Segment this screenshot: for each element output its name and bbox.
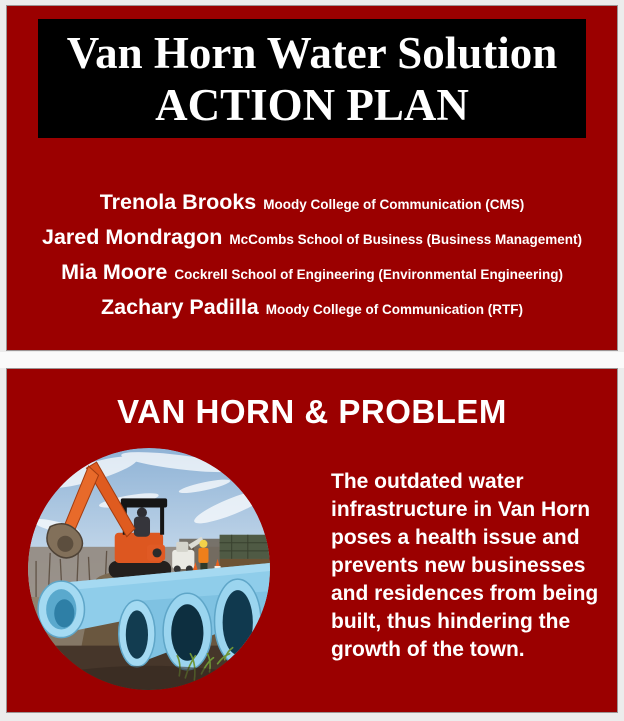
problem-description-line: growth of the town.: [331, 638, 525, 661]
team-member-affiliation: Moody College of Communication (RTF): [265, 302, 523, 317]
slide-title: VAN HORN & PROBLEM: [117, 393, 507, 430]
team-member-row: [7, 190, 617, 225]
problem-description-line: built, thus hindering the: [331, 610, 571, 633]
team-member-name: Trenola Brooks: [99, 190, 257, 214]
team-member-name: Jared Mondragon: [42, 225, 223, 249]
problem-description-line: poses a health issue and: [331, 526, 580, 549]
problem-description-line: and residences from being: [331, 582, 599, 605]
problem-slide[interactable]: [6, 368, 618, 713]
team-member-row: [7, 260, 617, 295]
title-banner: [38, 19, 586, 138]
team-member-affiliation: McCombs School of Business (Business Management): [229, 232, 582, 247]
construction-photo: [28, 448, 270, 690]
team-member-name: Zachary Padilla: [101, 295, 259, 319]
team-member-row: [7, 225, 617, 260]
title-slide[interactable]: [6, 5, 618, 351]
problem-description-line: infrastructure in Van Horn: [331, 498, 591, 521]
excavator-pipes-illustration: [28, 448, 270, 690]
team-member-affiliation: Cockrell School of Engineering (Environmental Engineering): [174, 267, 563, 282]
problem-description-line: The outdated water: [331, 470, 524, 493]
problem-description: [331, 468, 617, 664]
team-member-name: Mia Moore: [61, 260, 168, 284]
team-member-row: [7, 295, 617, 330]
deck-title-line2: ACTION PLAN: [155, 79, 469, 130]
slide-separator: [0, 352, 624, 368]
deck-title-line1: Van Horn Water Solution: [66, 27, 558, 78]
team-member-affiliation: Moody College of Communication (CMS): [263, 197, 525, 212]
problem-description-line: prevents new businesses: [331, 554, 586, 577]
team-member-list: [7, 190, 617, 330]
